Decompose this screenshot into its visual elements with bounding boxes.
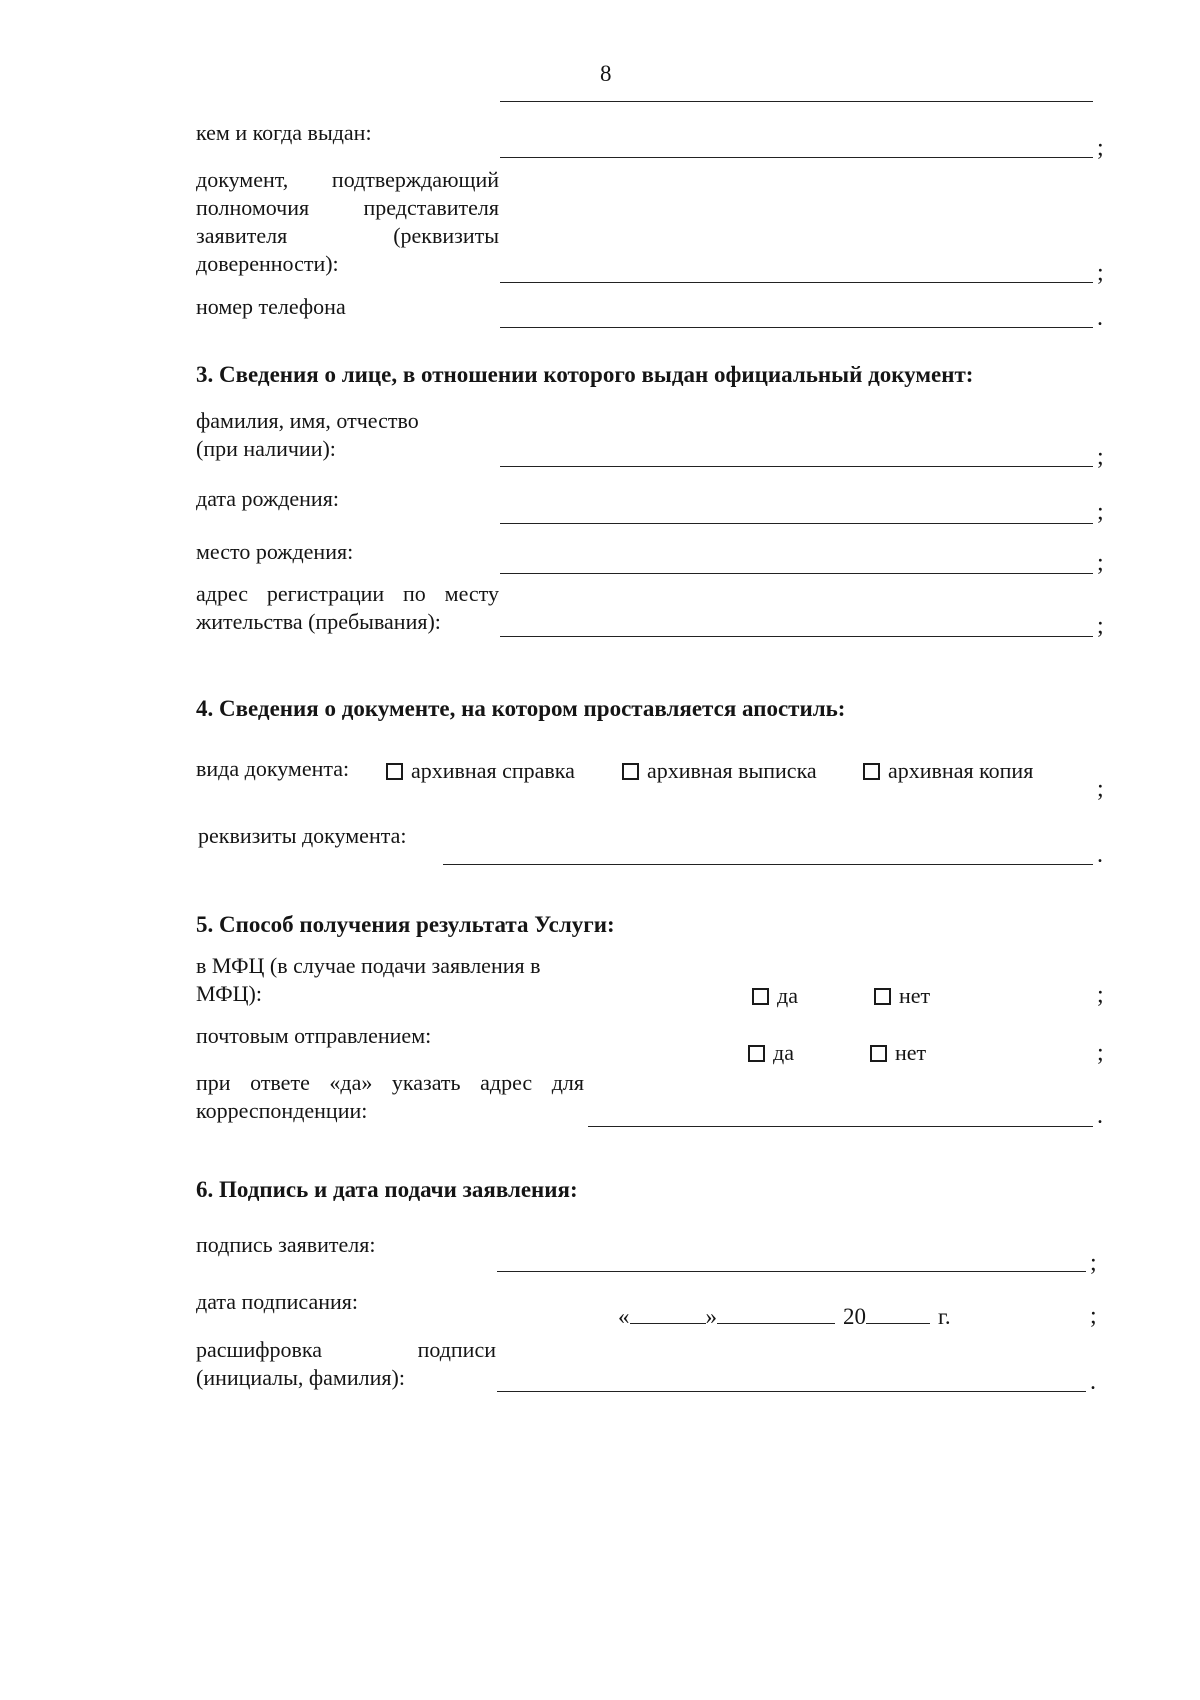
birth-date-field[interactable] [500,523,1093,524]
decoding-field[interactable] [497,1391,1086,1392]
section4-heading: 4. Сведения о документе, на котором проставляется апостиль: [196,696,846,721]
authority-label-line4: доверенности): [196,251,339,276]
birth-place-label: место рождения: [196,539,354,564]
corr-address-label-line1: при ответе «да» указать адрес для [196,1070,584,1095]
doc-type-option-copy[interactable] [863,757,1033,785]
doc-type-label: вида документа: [196,756,350,781]
birth-date-semicolon: ; [1097,499,1104,525]
fio-field[interactable] [500,466,1093,467]
mfc-no-label: нет [899,983,931,1008]
checkbox-mfc-yes[interactable] [752,988,769,1005]
sign-date-field[interactable] [618,1301,951,1331]
signature-semicolon: ; [1090,1250,1097,1276]
date-month-blank[interactable] [717,1301,835,1324]
signature-field[interactable] [497,1271,1086,1272]
phone-period: . [1097,305,1103,331]
option-copy-label: архивная копия [888,758,1034,783]
phone-label: номер телефона [196,294,346,319]
mfc-label-line1: в МФЦ (в случае подачи заявления в [196,953,541,978]
sign-date-semicolon: ; [1090,1303,1097,1329]
checkbox-post-yes[interactable] [748,1045,765,1062]
signature-label: подпись заявителя: [196,1232,376,1257]
decoding-label-line1: расшифровка подписи [196,1337,496,1362]
phone-field[interactable] [500,327,1093,328]
post-no-option[interactable] [870,1039,926,1067]
corr-address-field[interactable] [588,1126,1093,1127]
address-field[interactable] [500,636,1093,637]
post-no-label: нет [895,1040,927,1065]
mfc-no-option[interactable] [874,982,930,1010]
fio-label-line2: (при наличии): [196,436,336,461]
post-label: почтовым отправлением: [196,1023,432,1048]
requisites-field[interactable] [443,864,1093,865]
sign-date-label: дата подписания: [196,1289,358,1314]
date-year-blank[interactable] [866,1301,930,1324]
decoding-label-line2: (инициалы, фамилия): [196,1365,405,1390]
post-semicolon: ; [1097,1040,1104,1066]
mfc-yes-option[interactable] [752,982,798,1010]
section6-heading: 6. Подпись и дата подачи заявления: [196,1177,578,1202]
section5-heading: 5. Способ получения результата Услуги: [196,912,615,937]
issued-by-semicolon: ; [1097,135,1104,161]
date-open-quote: « [618,1304,630,1329]
mfc-yes-label: да [777,983,798,1008]
requisites-period: . [1097,842,1103,868]
authority-label-line3: заявителя (реквизиты [196,223,499,248]
checkbox-copy[interactable] [863,763,880,780]
checkbox-mfc-no[interactable] [874,988,891,1005]
requisites-label: реквизиты документа: [198,823,407,848]
issued-by-field[interactable] [500,157,1093,158]
date-close-quote: » [705,1304,717,1329]
corr-address-label-line2: корреспонденции: [196,1098,368,1123]
date-year-suffix: г. [938,1304,951,1329]
post-yes-label: да [773,1040,794,1065]
address-label-line1: адрес регистрации по месту [196,581,499,606]
doc-type-semicolon: ; [1097,776,1104,802]
birth-place-field[interactable] [500,573,1093,574]
page-number: 8 [600,61,612,86]
section3-heading: 3. Сведения о лице, в отношении которого выдан официальный документ: [196,362,974,387]
birth-date-label: дата рождения: [196,486,339,511]
issued-by-label: кем и когда выдан: [196,120,372,145]
doc-type-option-extract[interactable] [622,757,817,785]
checkbox-extract[interactable] [622,763,639,780]
mfc-semicolon: ; [1097,982,1104,1008]
mfc-label-line2: МФЦ): [196,981,262,1006]
date-day-blank[interactable] [630,1301,706,1324]
option-certificate-label: архивная справка [411,758,575,783]
option-extract-label: архивная выписка [647,758,817,783]
authority-label-line2: полномочия представителя [196,195,499,220]
address-semicolon: ; [1097,613,1104,639]
address-label-line2: жительства (пребывания): [196,609,441,634]
decoding-period: . [1090,1369,1096,1395]
post-yes-option[interactable] [748,1039,794,1067]
authority-label-line1: документ, подтверждающий [196,167,499,192]
authority-field[interactable] [500,282,1093,283]
checkbox-post-no[interactable] [870,1045,887,1062]
authority-semicolon: ; [1097,260,1104,286]
date-year-prefix: 20 [843,1304,866,1329]
top-rule [500,101,1093,102]
fio-semicolon: ; [1097,444,1104,470]
doc-type-option-certificate[interactable] [386,757,575,785]
checkbox-certificate[interactable] [386,763,403,780]
birth-place-semicolon: ; [1097,550,1104,576]
corr-address-period: . [1097,1103,1103,1129]
fio-label-line1: фамилия, имя, отчество [196,408,419,433]
